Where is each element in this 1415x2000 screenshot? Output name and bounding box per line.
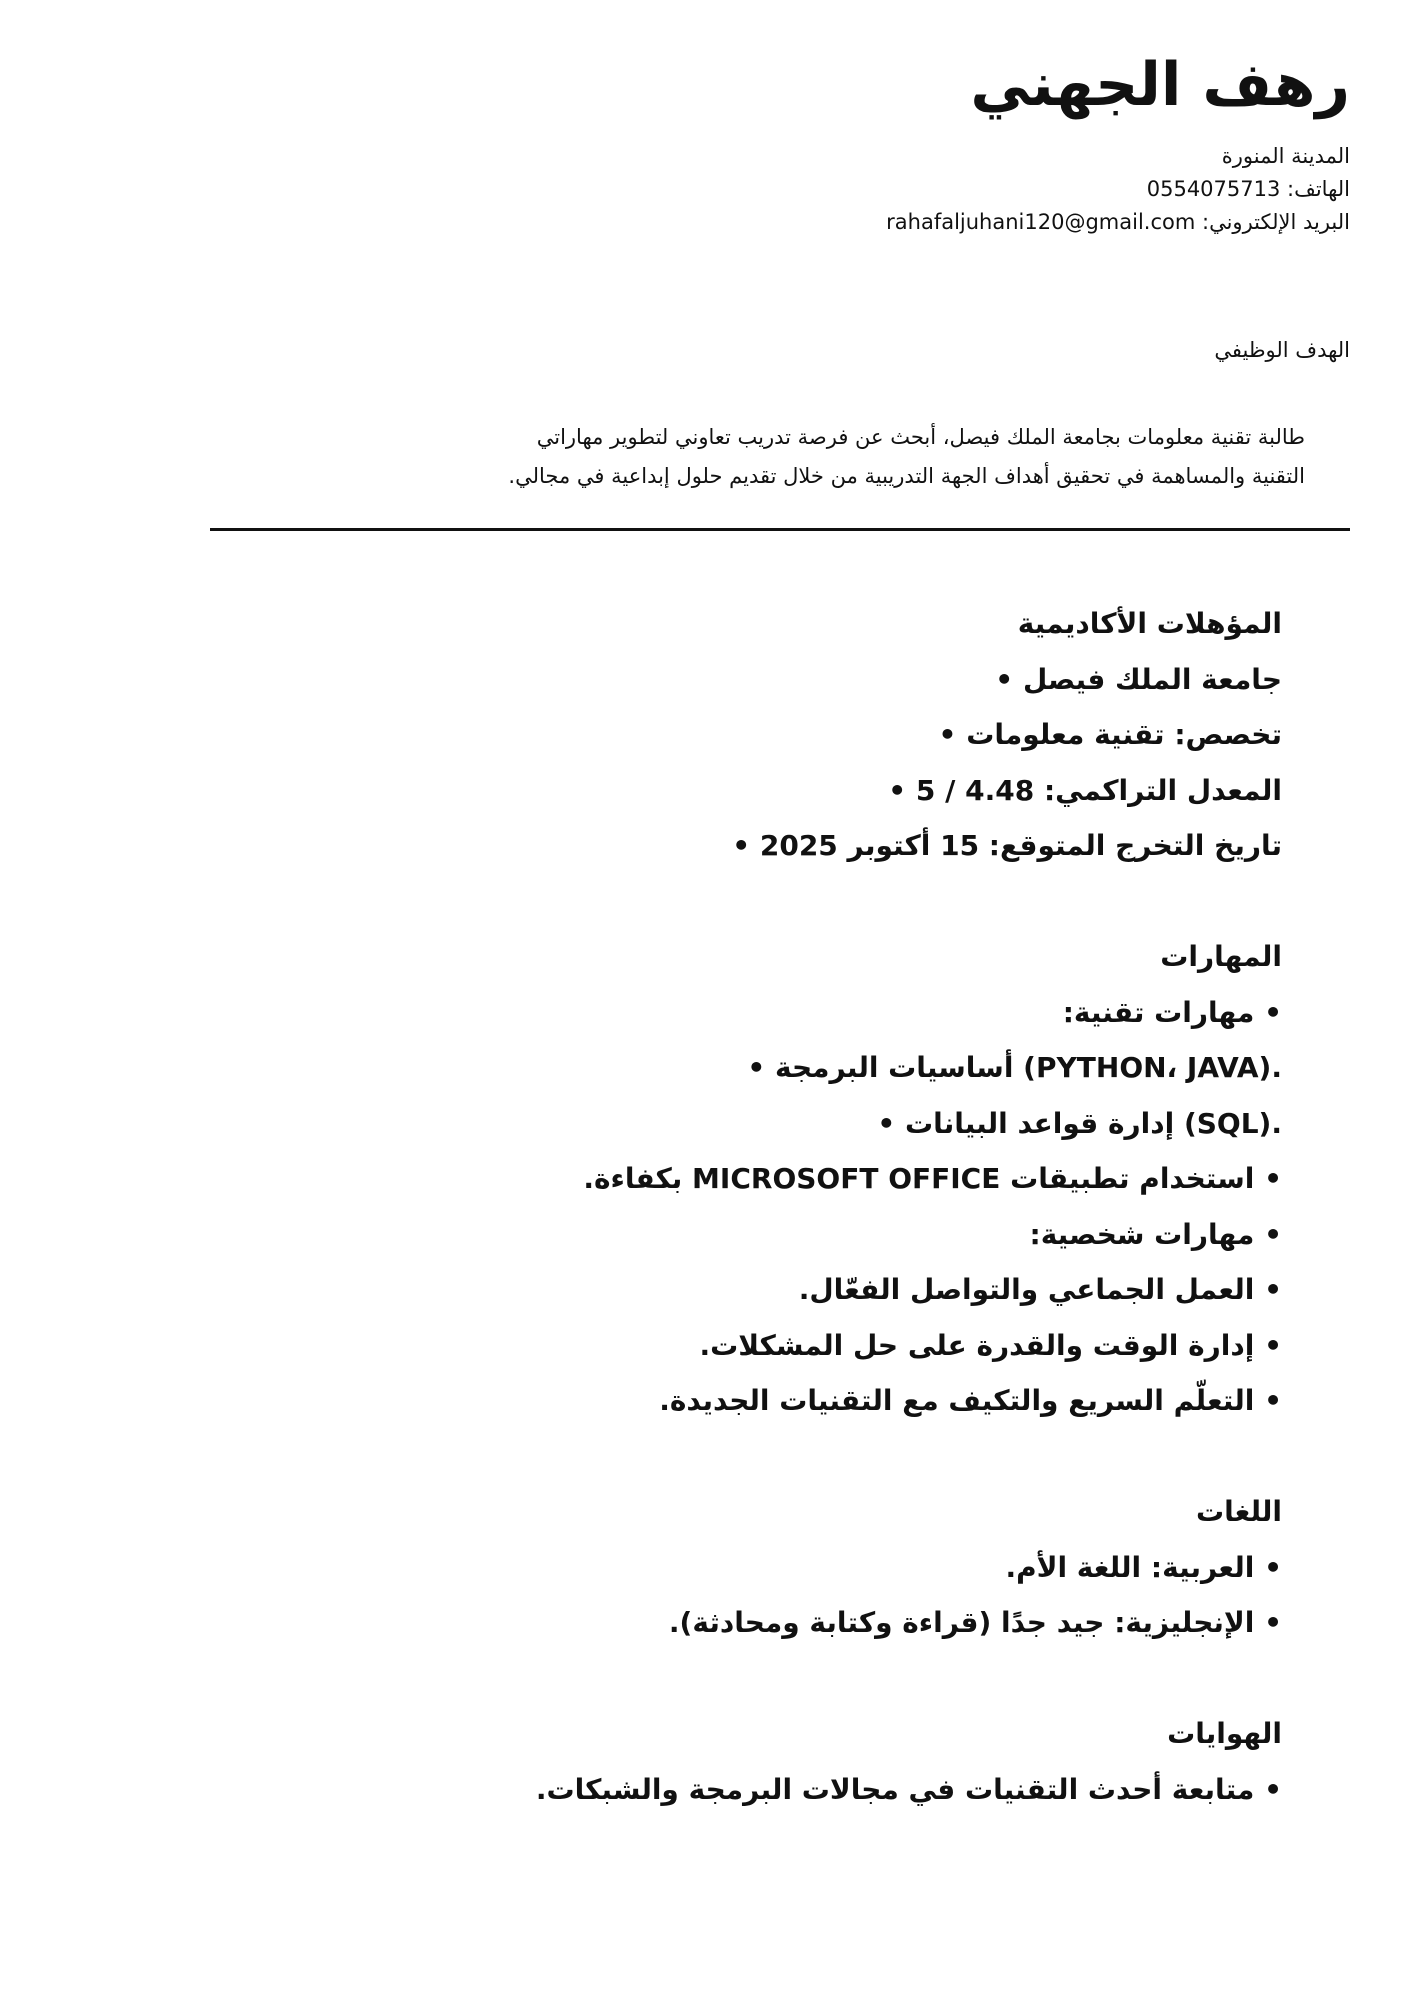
section-gap xyxy=(282,1651,1282,1707)
skill-item: • أساسيات البرمجة (PYTHON، JAVA). xyxy=(747,1051,1282,1084)
contact-email: rahafaljuhani120@gmail.com :البريد الإلكتروني xyxy=(886,210,1350,234)
skills-heading: المهارات xyxy=(1160,940,1282,973)
languages-heading: اللغات xyxy=(1196,1495,1282,1528)
objective-heading: الهدف الوظيفي xyxy=(1214,338,1350,362)
education-item: • جامعة الملك فيصل xyxy=(995,662,1282,696)
section-gap xyxy=(282,874,1282,930)
resume-body xyxy=(282,596,1282,1817)
hobby-item: .متابعة أحدث التقنيات في مجالات البرمجة والشبكات • xyxy=(535,1772,1282,1806)
section-divider xyxy=(210,528,1350,531)
contact-phone: الهاتف: 0554075713 xyxy=(1146,177,1350,201)
skill-item: .بكفاءة MICROSOFT OFFICE استخدام تطبيقات • xyxy=(583,1162,1282,1195)
education-item: • تخصص: تقنية معلومات xyxy=(938,718,1282,751)
personal-skills-heading: :مهارات شخصية • xyxy=(1029,1217,1282,1251)
skill-item: .العمل الجماعي والتواصل الفعّال • xyxy=(798,1273,1282,1306)
education-item: • المعدل التراكمي: 4.48 / 5 xyxy=(888,773,1282,807)
hobbies-heading: الهوايات xyxy=(1167,1717,1282,1750)
technical-skills-heading: :مهارات تقنية • xyxy=(1062,995,1282,1029)
candidate-name: رهف الجهني xyxy=(970,50,1350,120)
contact-city: المدينة المنورة xyxy=(1221,144,1350,168)
section-gap xyxy=(282,1429,1282,1485)
skill-item: • إدارة قواعد البيانات (SQL). xyxy=(877,1106,1282,1140)
objective-paragraph xyxy=(465,418,1305,496)
education-heading: المؤهلات الأكاديمية xyxy=(1017,607,1282,640)
skill-item: .التعلّم السريع والتكيف مع التقنيات الجديدة • xyxy=(659,1384,1282,1417)
education-item: • تاريخ التخرج المتوقع: 15 أكتوبر 2025 xyxy=(732,829,1282,862)
contact-info xyxy=(550,140,1350,239)
skill-item: .إدارة الوقت والقدرة على حل المشكلات • xyxy=(699,1328,1282,1362)
objective-line: طالبة تقنية معلومات بجامعة الملك فيصل، أبحث عن فرصة تدريب تعاوني لتطوير مهاراتي xyxy=(536,425,1305,449)
language-item: .الإنجليزية: جيد جدًا (قراءة وكتابة ومحادثة) • xyxy=(668,1606,1282,1639)
objective-line: .التقنية والمساهمة في تحقيق أهداف الجهة التدريبية من خلال تقديم حلول إبداعية في مجالي xyxy=(508,464,1305,488)
language-item: .العربية: اللغة الأم • xyxy=(1005,1550,1282,1584)
